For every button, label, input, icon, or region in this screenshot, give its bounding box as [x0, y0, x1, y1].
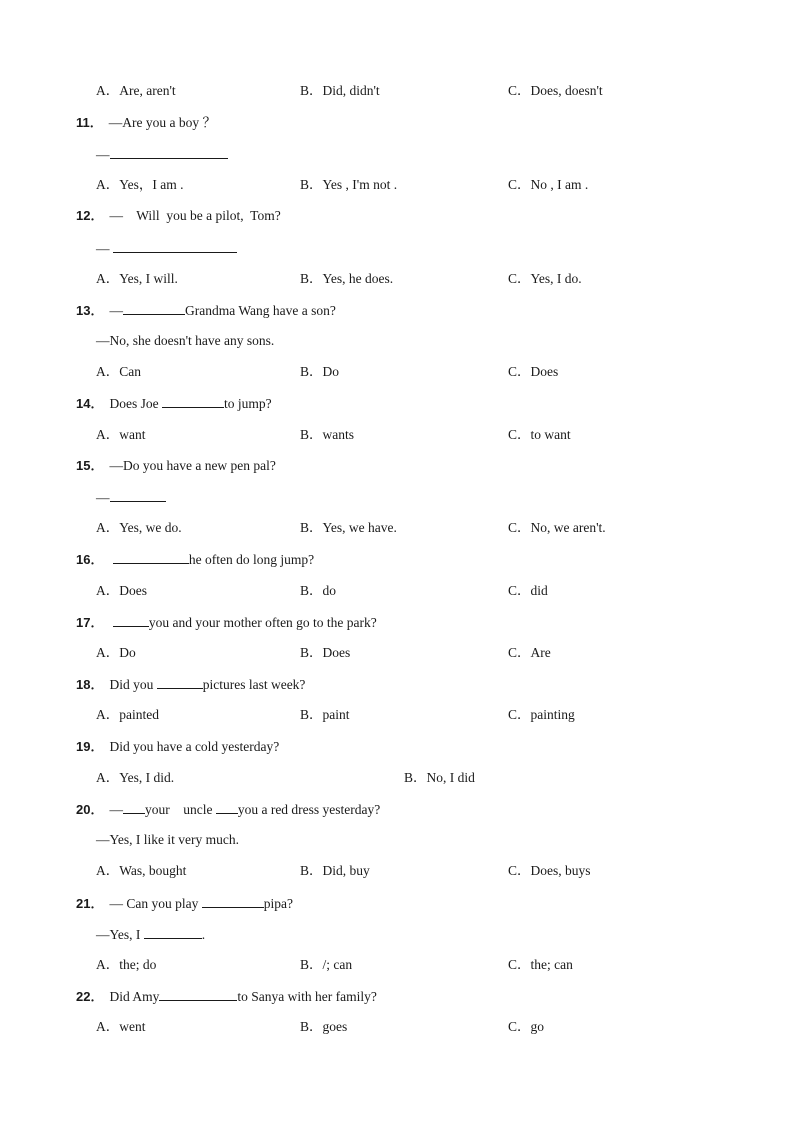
q13-stem	[76, 300, 794, 320]
q13-options	[0, 362, 794, 382]
q21-reply-blank[interactable]	[144, 924, 202, 939]
q21-blank[interactable]	[202, 893, 264, 908]
q20-options	[0, 861, 794, 881]
q11-option-a[interactable]: A．Yes，I am .	[96, 177, 184, 192]
q17-stem	[76, 612, 794, 632]
q19-option-b[interactable]: B．No, I did	[404, 770, 475, 785]
q17-option-c[interactable]: C．Are	[508, 645, 551, 660]
q20-number: 20．	[76, 802, 104, 817]
q18-blank[interactable]	[157, 674, 203, 689]
q14-number: 14．	[76, 396, 104, 411]
q11-answer-blank[interactable]	[110, 144, 228, 159]
q16-blank[interactable]	[113, 549, 189, 564]
q22-stem	[76, 986, 794, 1006]
q22-option-c[interactable]: C．go	[508, 1019, 545, 1034]
q14-option-c[interactable]: C．to want	[508, 427, 571, 442]
q17-option-b[interactable]: B．Does	[300, 645, 351, 660]
q16-option-a[interactable]: A．Does	[96, 583, 147, 598]
q14-text-post: to jump?	[223, 396, 272, 411]
q21-reply	[96, 924, 794, 944]
q18-number: 18．	[76, 677, 104, 692]
q12-number: 12．	[76, 208, 104, 223]
q18-text-pre: Did you	[109, 677, 157, 692]
q21-option-a[interactable]: A．the; do	[96, 957, 157, 972]
q16-number: 16．	[76, 552, 104, 567]
q19-stem	[76, 737, 794, 757]
q21-option-b[interactable]: B．/; can	[300, 957, 353, 972]
q15-option-a[interactable]: A．Yes, we do.	[96, 520, 182, 535]
q14-text-pre: Does Joe	[109, 396, 162, 411]
q20-option-c[interactable]: C．Does, buys	[508, 863, 591, 878]
q22-blank[interactable]	[159, 986, 237, 1001]
q15-stem	[76, 456, 794, 476]
q13-text-pre: —	[109, 303, 123, 318]
q15-option-c[interactable]: C．No, we aren't.	[508, 520, 606, 535]
q11-option-b[interactable]: B．Yes , I'm not .	[300, 177, 398, 192]
q21-reply-pre: —Yes, I	[96, 927, 144, 942]
q13-option-b[interactable]: B．Do	[300, 364, 340, 379]
q22-number: 22．	[76, 989, 104, 1004]
q12-option-c[interactable]: C．Yes, I do.	[508, 271, 582, 286]
q18-text-post: pictures last week?	[202, 677, 306, 692]
q20-option-a[interactable]: A．Was, bought	[96, 863, 187, 878]
q20-blank-2[interactable]	[216, 799, 238, 814]
q12-text: — Will you be a pilot, Tom?	[109, 208, 281, 223]
q15-text: —Do you have a new pen pal?	[109, 458, 276, 473]
q18-options	[0, 705, 794, 725]
q11-text: —Are you a boy ？	[108, 115, 216, 130]
q11-answer-line	[96, 144, 794, 164]
q17-options	[0, 643, 794, 663]
q12-options	[0, 269, 794, 289]
q13-blank[interactable]	[123, 300, 185, 315]
q14-option-b[interactable]: B．wants	[300, 427, 354, 442]
q18-option-c[interactable]: C．painting	[508, 707, 575, 722]
q22-options	[0, 1017, 794, 1037]
q17-blank[interactable]	[113, 612, 149, 627]
q16-options	[0, 581, 794, 601]
q15-answer-dash: —	[96, 490, 110, 505]
q10-option-c[interactable]: C．Does, doesn't	[508, 83, 603, 98]
q22-option-a[interactable]: A．went	[96, 1019, 146, 1034]
q21-options	[0, 955, 794, 975]
q10-option-b[interactable]: B．Did, didn't	[300, 83, 380, 98]
q16-stem	[76, 549, 794, 569]
q19-text: Did you have a cold yesterday?	[109, 739, 280, 754]
q12-answer-line	[96, 238, 794, 258]
q15-option-b[interactable]: B．Yes, we have.	[300, 520, 397, 535]
q14-option-a[interactable]: A．want	[96, 427, 146, 442]
q20-reply: —Yes, I like it very much.	[96, 832, 239, 847]
q22-text-pre: Did Amy	[109, 989, 160, 1004]
q15-options	[0, 518, 794, 538]
q15-number: 15．	[76, 458, 104, 473]
q22-text-post: to Sanya with her family?	[237, 989, 377, 1004]
q15-answer-blank[interactable]	[110, 487, 166, 502]
q19-option-a[interactable]: A．Yes, I did.	[96, 770, 175, 785]
q16-text-post: he often do long jump?	[188, 552, 315, 567]
q18-stem	[76, 674, 794, 694]
q20-text-post: you a red dress yesterday?	[237, 802, 381, 817]
q20-option-b[interactable]: B．Did, buy	[300, 863, 370, 878]
q13-option-c[interactable]: C．Does	[508, 364, 559, 379]
q22-option-b[interactable]: B．goes	[300, 1019, 348, 1034]
q19-options	[0, 768, 794, 788]
q15-answer-line	[96, 487, 794, 507]
q13-option-a[interactable]: A．Can	[96, 364, 141, 379]
q14-blank[interactable]	[162, 393, 224, 408]
q12-option-a[interactable]: A．Yes, I will.	[96, 271, 178, 286]
q13-number: 13．	[76, 303, 104, 318]
q21-option-c[interactable]: C．the; can	[508, 957, 573, 972]
q14-stem	[76, 393, 794, 413]
q13-text-post: Grandma Wang have a son?	[184, 303, 336, 318]
q18-option-b[interactable]: B．paint	[300, 707, 350, 722]
q21-reply-post: .	[201, 927, 206, 942]
q16-option-c[interactable]: C．did	[508, 583, 548, 598]
q21-stem	[76, 893, 794, 913]
q18-option-a[interactable]: A．painted	[96, 707, 159, 722]
q11-option-c[interactable]: C．No , I am .	[508, 177, 589, 192]
q11-stem	[76, 113, 794, 133]
q14-options	[0, 425, 794, 445]
q12-answer-blank[interactable]	[113, 238, 237, 253]
q21-text-post: pipa?	[263, 896, 293, 911]
q10-options	[0, 81, 794, 101]
q20-text-pre: —	[109, 802, 123, 817]
q20-stem	[76, 799, 794, 819]
q12-answer-dash: —	[96, 241, 113, 256]
q11-number: 11．	[76, 115, 103, 130]
q10-option-a[interactable]: A．Are, aren't	[96, 83, 176, 98]
q17-text-post: you and your mother often go to the park?	[148, 615, 377, 630]
q21-number: 21．	[76, 896, 104, 911]
q21-text-pre: — Can you play	[109, 896, 202, 911]
q12-option-b[interactable]: B．Yes, he does.	[300, 271, 394, 286]
q13-reply: —No, she doesn't have any sons.	[96, 333, 275, 348]
q20-text-mid: your uncle	[144, 802, 216, 817]
q11-options	[0, 175, 794, 195]
q17-number: 17．	[76, 615, 104, 630]
q20-blank-1[interactable]	[123, 799, 145, 814]
q12-stem	[76, 206, 794, 226]
q11-answer-dash: —	[96, 147, 110, 162]
q19-number: 19．	[76, 739, 104, 754]
q17-option-a[interactable]: A．Do	[96, 645, 136, 660]
q16-option-b[interactable]: B．do	[300, 583, 337, 598]
